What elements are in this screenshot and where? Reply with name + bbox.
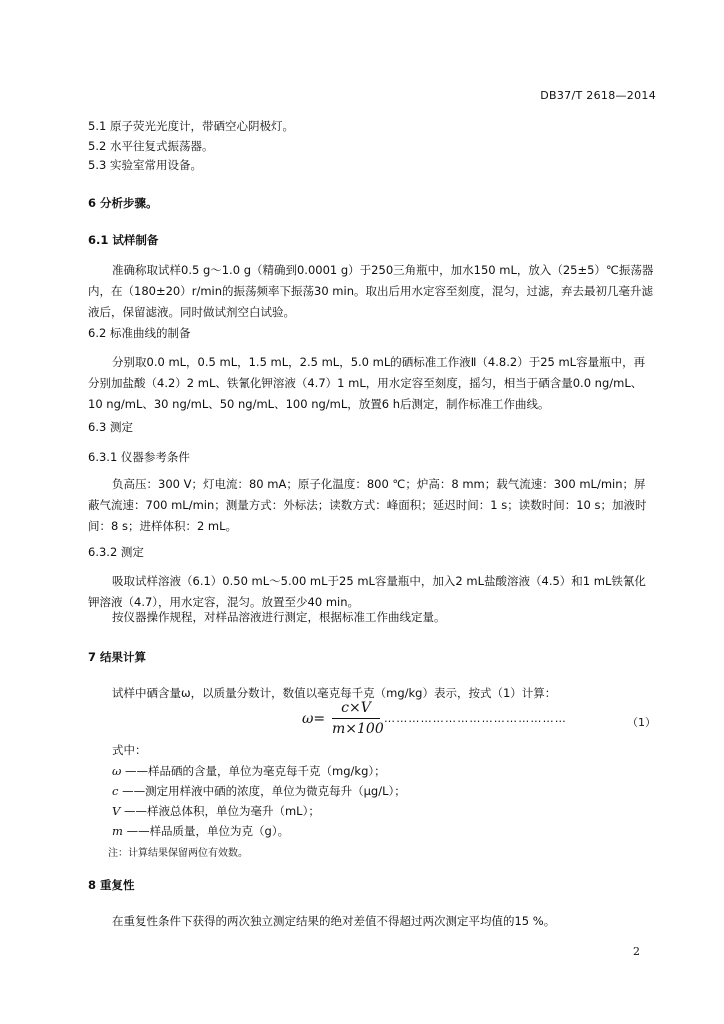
definition-symbol: m — [112, 824, 123, 838]
formula-number: （1） — [627, 716, 656, 729]
page-number: 2 — [633, 945, 640, 958]
section-6-3-2-body-1: 吸取试样溶液（6.1）0.50 mL～5.00 mL于25 mL容量瓶中，加入2 mL盐酸溶液（4.5）和1 mL铁氰化钾溶液（4.7），用水定容，混匀。放置至少40 min。 — [88, 574, 646, 609]
item-5-3: 5.3 实验室常用设备。 — [88, 158, 202, 172]
section-6-title: 6 分析步骤。 — [88, 196, 158, 210]
formula-numerator: c×V — [332, 700, 380, 719]
definition-symbol: c — [112, 784, 119, 798]
section-6-3-2-title: 6.3.2 测定 — [88, 545, 144, 559]
section-7-intro: 试样中硒含量ω，以质量分数计，数值以毫克每千克（mg/kg）表示，按式（1）计算： — [112, 686, 557, 700]
definition-text: ——样品硒的含量，单位为毫克每千克（mg/kg）； — [125, 764, 386, 778]
item-5-1: 5.1 原子荧光光度计，带硒空心阴极灯。 — [88, 119, 294, 133]
section-6-3-1-body: 负高压：300 V；灯电流：80 mA；原子化温度：800 ℃；炉高：8 mm；载气流速：300 mL/min；屏蔽气流速：700 mL/min；测量方式：外标法；读数方式：峰面积；延迟时间：1 s；读数时间：10 s；加液时间：8 s；进样体积：2 mL。 — [88, 477, 647, 533]
formula-leader-dots: ……………………………………… — [384, 712, 567, 725]
item-5-2: 5.2 水平往复式振荡器。 — [88, 139, 214, 153]
definition-V — [112, 806, 320, 818]
section-7-title: 7 结果计算 — [88, 650, 147, 664]
definition-symbol: ω — [112, 764, 122, 778]
formula-denominator: m×100 — [332, 721, 384, 737]
formula-lhs: ω= — [302, 711, 326, 727]
calculation-note: 注：计算结果保留两位有效数。 — [108, 848, 248, 859]
section-8-title: 8 重复性 — [88, 878, 135, 892]
formula-fraction — [332, 700, 384, 737]
section-8-body: 在重复性条件下获得的两次独立测定结果的绝对差值不得超过两次测定平均值的15 %。 — [112, 914, 556, 928]
definition-text: ——样品质量，单位为克（g）。 — [126, 824, 290, 838]
where-label: 式中： — [112, 743, 147, 757]
definition-c — [112, 786, 406, 798]
definition-omega — [112, 766, 386, 778]
definition-symbol: V — [112, 804, 121, 818]
section-6-3-title: 6.3 测定 — [88, 420, 133, 434]
section-6-3-2-body-2: 按仪器操作规程，对样品溶液进行测定，根据标准工作曲线定量。 — [112, 610, 446, 624]
section-6-1-body: 准确称取试样0.5 g～1.0 g（精确到0.0001 g）于250三角瓶中，加水150 mL，放入（25±5）℃振荡器内，在（180±20）r/min的振荡频率下振荡30 min。取出后用水定容至刻度，混匀，过滤，弃去最初几毫升滤液后，保留滤液。同时做试剂空白试验。 — [88, 263, 654, 319]
section-6-2-body: 分别取0.0 mL，0.5 mL，1.5 mL，2.5 mL，5.0 mL的硒标准工作液Ⅱ（4.8.2）于25 mL容量瓶中，再分别加盐酸（4.2）2 mL、铁氰化钾溶液（4.7）1 mL，用水定容至刻度，摇匀，相当于硒含量0.0 ng/mL、10 ng/mL、30 ng/mL、50 ng/mL、100 ng/mL，放置6 h后测定，制作标准工作曲线。 — [88, 355, 646, 411]
section-6-1-title: 6.1 试样制备 — [88, 233, 159, 247]
definition-text: ——样液总体积，单位为毫升（mL）； — [123, 804, 320, 818]
definition-text: ——测定用样液中硒的浓度，单位为微克每升（μg/L）； — [122, 784, 406, 798]
section-6-2-title: 6.2 标准曲线的制备 — [88, 326, 191, 340]
definition-m — [112, 826, 289, 838]
section-6-3-1-title: 6.3.1 仪器参考条件 — [88, 450, 190, 464]
standard-code: DB37/T 2618—2014 — [540, 89, 656, 102]
